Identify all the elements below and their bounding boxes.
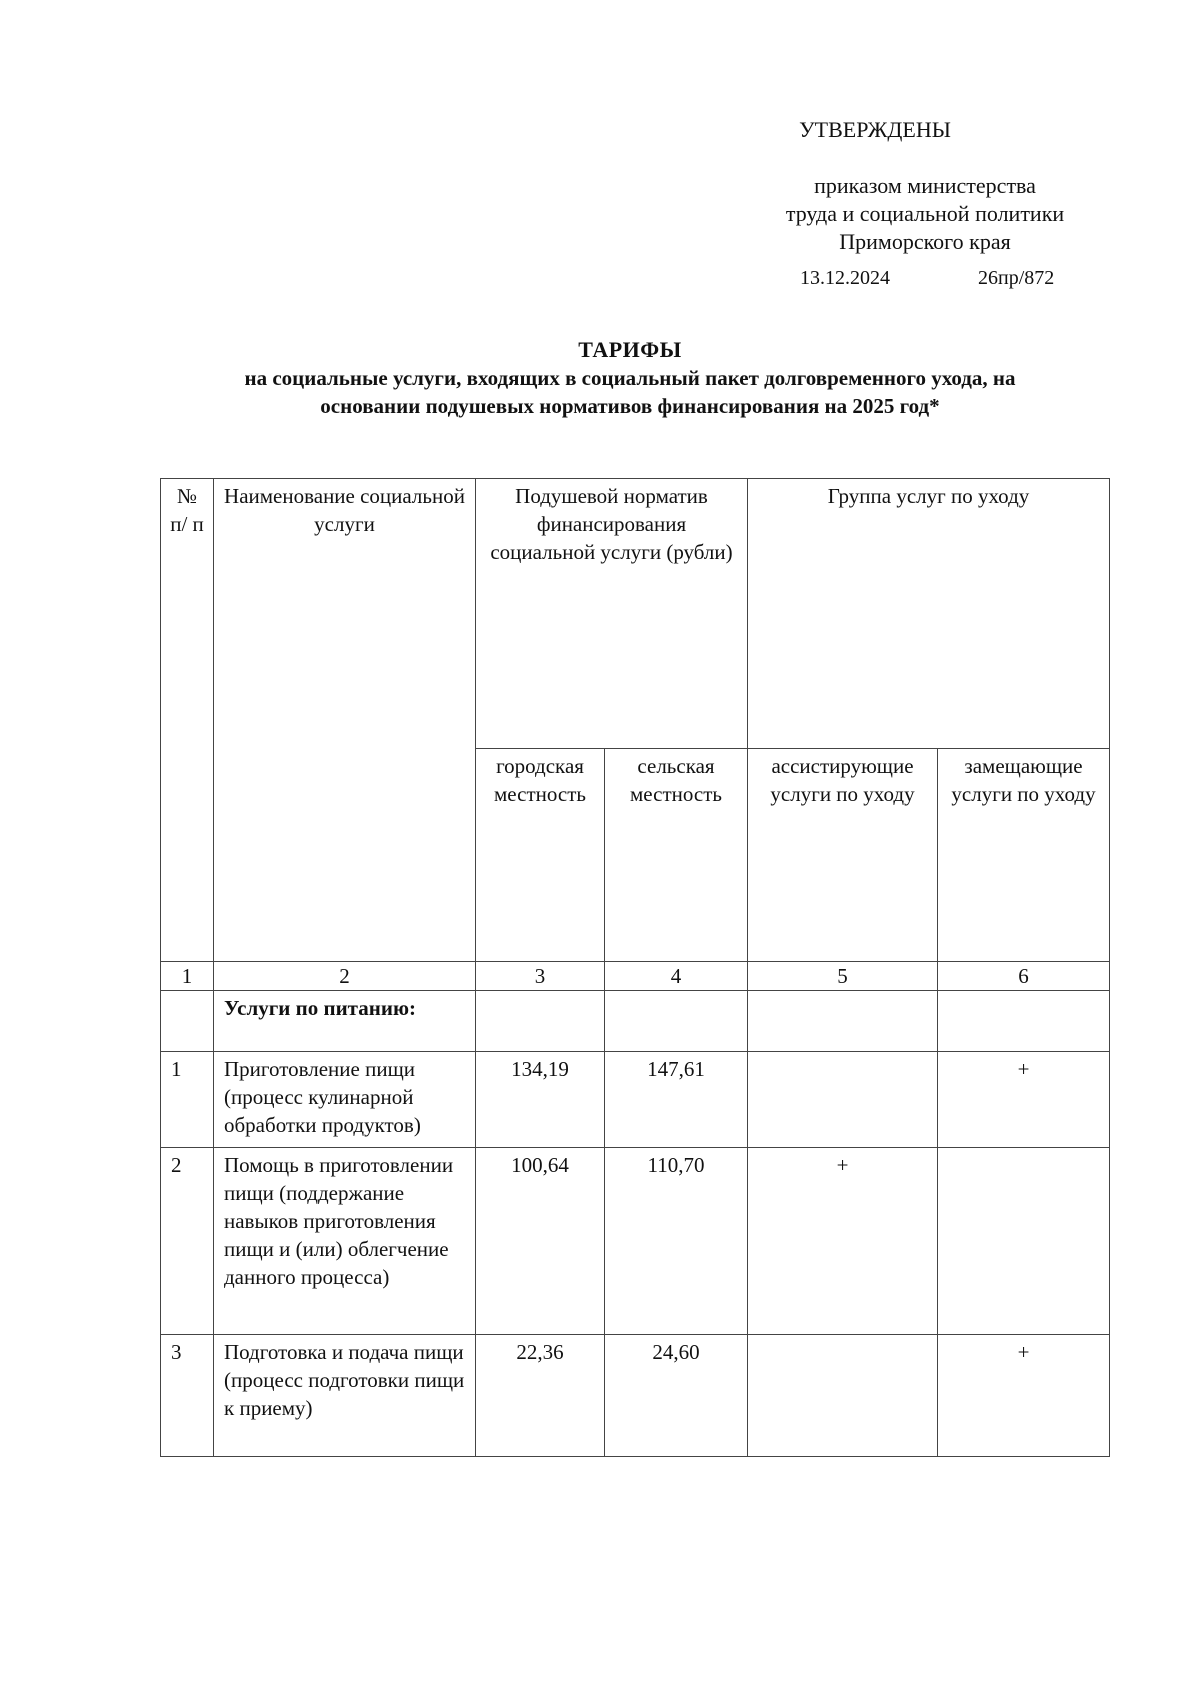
order-number: 26пр/872 xyxy=(978,267,1055,289)
replace-mark: + xyxy=(938,1335,1110,1457)
header-name: Наименование социальной услуги xyxy=(214,479,476,962)
document-title xyxy=(150,336,1110,420)
header-rural: сельская местность xyxy=(605,749,748,962)
header-row xyxy=(161,479,1110,749)
title-line-2: основании подушевых нормативов финансирования на 2025 год* xyxy=(320,394,940,418)
order-issuer xyxy=(760,172,1090,256)
order-line: труда и социальной политики xyxy=(785,201,1065,226)
header-urban: городская местность xyxy=(476,749,605,962)
column-number: 1 xyxy=(161,962,214,991)
empty-cell xyxy=(605,991,748,1052)
replace-mark: + xyxy=(938,1052,1110,1148)
row-number: 2 xyxy=(161,1148,214,1335)
tariffs-table xyxy=(160,478,1110,1457)
header-num: № п/ п xyxy=(161,479,214,962)
column-number: 5 xyxy=(748,962,938,991)
empty-cell xyxy=(748,991,938,1052)
order-line: Приморского края xyxy=(839,229,1011,254)
empty-cell xyxy=(938,991,1110,1052)
empty-cell xyxy=(161,991,214,1052)
service-name: Помощь в приготовлении пищи (поддержание навыков приготовления пищи и (или) облегчение данного процесса) xyxy=(214,1148,476,1335)
urban-rate: 22,36 xyxy=(476,1335,605,1457)
table-row xyxy=(161,1052,1110,1148)
header-group: Группа услуг по уходу xyxy=(748,479,1110,749)
section-row xyxy=(161,991,1110,1052)
title-main: ТАРИФЫ xyxy=(578,337,682,362)
assist-mark xyxy=(748,1052,938,1148)
approved-label: УТВЕРЖДЕНЫ xyxy=(799,117,951,142)
header-replace: замещающие услуги по уходу xyxy=(938,749,1110,962)
row-number: 3 xyxy=(161,1335,214,1457)
title-line-1: на социальные услуги, входящих в социальный пакет долговременного ухода, на xyxy=(244,366,1016,390)
empty-cell xyxy=(476,991,605,1052)
assist-mark xyxy=(748,1335,938,1457)
table-row xyxy=(161,1335,1110,1457)
urban-rate: 134,19 xyxy=(476,1052,605,1148)
column-number: 6 xyxy=(938,962,1110,991)
section-label: Услуги по питанию: xyxy=(214,991,476,1052)
row-number: 1 xyxy=(161,1052,214,1148)
replace-mark xyxy=(938,1148,1110,1335)
column-number: 2 xyxy=(214,962,476,991)
header-norm: Подушевой норматив финансирования социальной услуги (рубли) xyxy=(476,479,748,749)
column-number: 4 xyxy=(605,962,748,991)
table-row xyxy=(161,1148,1110,1335)
order-line: приказом министерства xyxy=(814,173,1036,198)
urban-rate: 100,64 xyxy=(476,1148,605,1335)
assist-mark: + xyxy=(748,1148,938,1335)
column-numbers-row xyxy=(161,962,1110,991)
rural-rate: 110,70 xyxy=(605,1148,748,1335)
order-date: 13.12.2024 xyxy=(800,267,890,289)
column-number: 3 xyxy=(476,962,605,991)
header-assist: ассистирующие услуги по уходу xyxy=(748,749,938,962)
rural-rate: 147,61 xyxy=(605,1052,748,1148)
rural-rate: 24,60 xyxy=(605,1335,748,1457)
service-name: Приготовление пищи (процесс кулинарной обработки продуктов) xyxy=(214,1052,476,1148)
service-name: Подготовка и подача пищи (процесс подготовки пищи к приему) xyxy=(214,1335,476,1457)
